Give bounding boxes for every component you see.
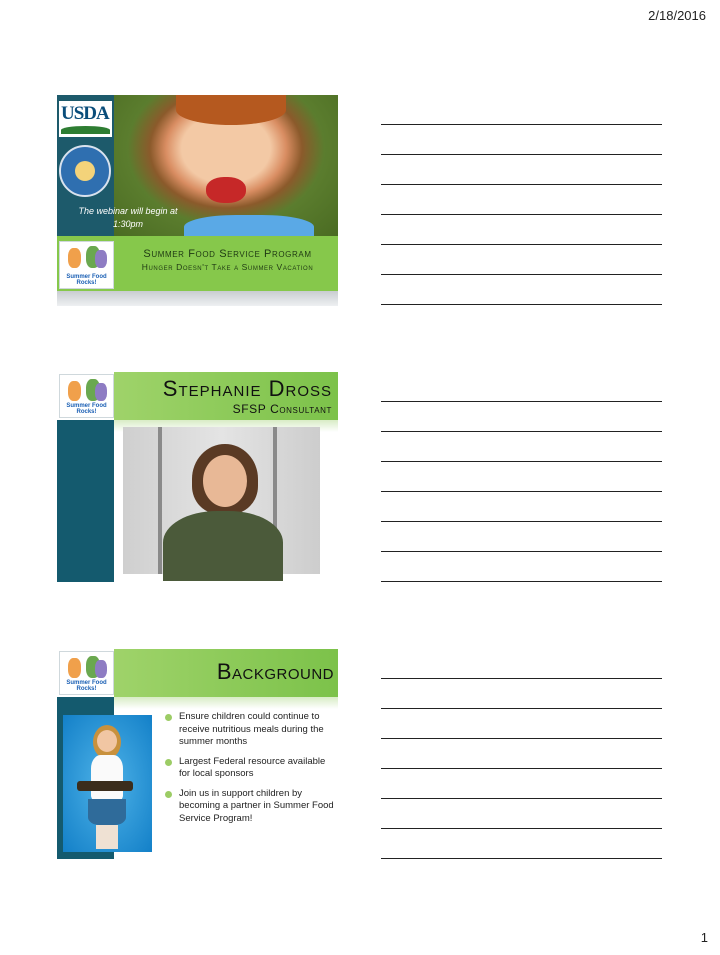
bullet-list [165,711,335,832]
slide-title: Background [216,659,334,684]
usda-logo: USDA [59,101,112,137]
slide-1-thumbnail [57,95,338,306]
girl-with-tray-photo [63,715,152,852]
program-name: Summer Food Service Program [143,248,312,260]
program-title [117,248,338,274]
bullet-item: Join us in support children by becoming a partner in Summer Food Service Program! [165,788,335,826]
print-date: 2/18/2016 [648,8,706,23]
slide-2-thumbnail [57,372,338,582]
side-bar [57,420,114,582]
program-tagline: Hunger Doesn't Take a Summer Vacation [141,262,314,272]
presenter-role: SFSP Consultant [232,402,332,416]
slide-3-thumbnail [57,649,338,859]
presenter-photo [123,427,320,574]
summer-food-rocks-logo: Summer Food Rocks! [59,651,114,695]
summer-food-rocks-logo: Summer Food Rocks! [59,374,114,418]
bullet-item: Ensure children could continue to receive nutritious meals during the summer months [165,711,335,749]
presenter-name: Stephanie Dross [162,376,332,401]
summer-food-rocks-logo: Summer Food Rocks! [59,241,114,289]
education-seal-icon [59,145,111,197]
webinar-start-note: The webinar will begin at 1:30pm [78,206,178,229]
page-number: 1 [700,930,708,945]
footer-strip [57,291,338,306]
bullet-item: Largest Federal resource available for local sponsors [165,756,335,781]
